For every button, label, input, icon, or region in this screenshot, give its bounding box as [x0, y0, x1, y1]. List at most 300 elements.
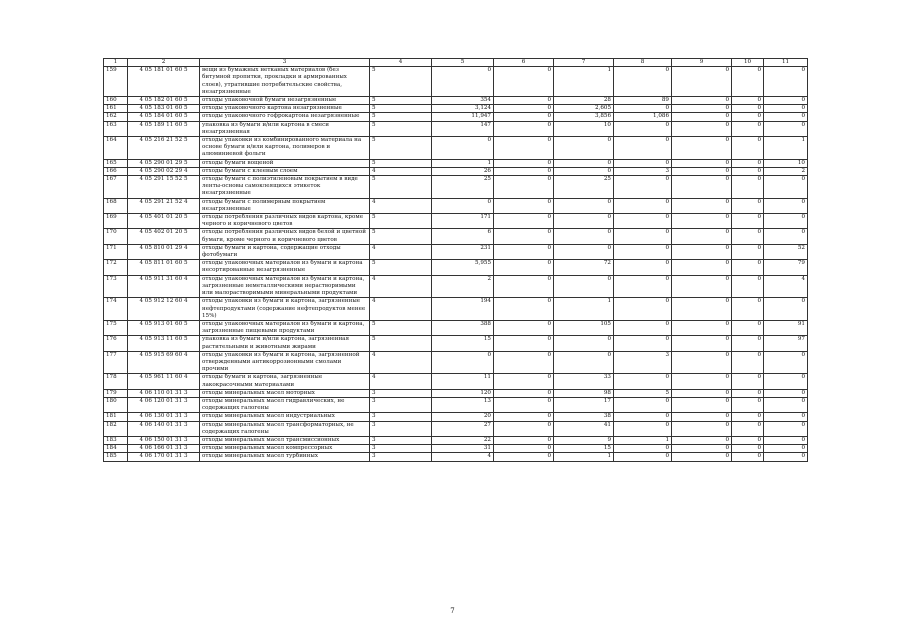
- value-col-10-cell: 0: [732, 336, 764, 351]
- hazard-class-cell: 5: [370, 105, 432, 113]
- value-col-6-cell: 0: [494, 260, 554, 275]
- value-col-7-cell: 10: [554, 121, 614, 136]
- value-col-10-cell: 0: [732, 214, 764, 229]
- waste-code-cell: 4 05 961 11 60 4: [128, 374, 200, 389]
- value-col-5-cell: 0: [432, 198, 494, 213]
- waste-code-cell: 4 05 291 21 52 4: [128, 198, 200, 213]
- table-row: [104, 167, 808, 175]
- value-col-7-cell: 17: [554, 397, 614, 412]
- column-header-4: 4: [370, 59, 432, 67]
- value-col-9-cell: 0: [672, 260, 732, 275]
- column-header-8: 8: [614, 59, 672, 67]
- column-header-9: 9: [672, 59, 732, 67]
- value-col-11-cell: 0: [764, 176, 808, 199]
- value-col-8-cell: 0: [614, 397, 672, 412]
- waste-name-cell: упаковка из бумаги и/или картона, загрязненная растительными и животными жирами: [200, 336, 370, 351]
- value-col-11-cell: 0: [764, 214, 808, 229]
- value-col-9-cell: 0: [672, 336, 732, 351]
- waste-name-cell: отходы упаковочных материалов из бумаги и картона, загрязненные неметаллическими нерастворимыми или малорастворимыми минеральными продуктами: [200, 275, 370, 298]
- value-col-8-cell: 0: [614, 275, 672, 298]
- hazard-class-cell: 4: [370, 351, 432, 374]
- value-col-5-cell: 194: [432, 298, 494, 321]
- value-col-9-cell: 0: [672, 176, 732, 199]
- waste-name-cell: отходы упаковочного картона незагрязненные: [200, 105, 370, 113]
- value-col-10-cell: 0: [732, 159, 764, 167]
- value-col-8-cell: 0: [614, 374, 672, 389]
- hazard-class-cell: 5: [370, 121, 432, 136]
- value-col-10-cell: 0: [732, 198, 764, 213]
- table-row: [104, 159, 808, 167]
- value-col-11-cell: 10: [764, 159, 808, 167]
- value-col-8-cell: 1,086: [614, 113, 672, 121]
- value-col-11-cell: 0: [764, 351, 808, 374]
- value-col-7-cell: 41: [554, 421, 614, 436]
- value-col-5-cell: 120: [432, 389, 494, 397]
- value-col-5-cell: 20: [432, 413, 494, 421]
- table-row: [104, 413, 808, 421]
- waste-name-cell: отходы минеральных масел гидравлических, не содержащих галогены: [200, 397, 370, 412]
- waste-code-cell: 4 05 189 11 60 5: [128, 121, 200, 136]
- value-col-6-cell: 0: [494, 336, 554, 351]
- table-row: [104, 176, 808, 199]
- value-col-6-cell: 0: [494, 374, 554, 389]
- waste-code-cell: 4 05 216 21 52 5: [128, 137, 200, 160]
- value-col-6-cell: 0: [494, 159, 554, 167]
- value-col-6-cell: 0: [494, 121, 554, 136]
- value-col-10-cell: 0: [732, 275, 764, 298]
- value-col-10-cell: 0: [732, 121, 764, 136]
- value-col-5-cell: 22: [432, 436, 494, 444]
- value-col-8-cell: 0: [614, 229, 672, 244]
- value-col-11-cell: 97: [764, 336, 808, 351]
- value-col-7-cell: 0: [554, 198, 614, 213]
- value-col-11-cell: 0: [764, 453, 808, 461]
- hazard-class-cell: 3: [370, 445, 432, 453]
- value-col-9-cell: 0: [672, 244, 732, 259]
- row-number-cell: 178: [104, 374, 128, 389]
- value-col-8-cell: 0: [614, 413, 672, 421]
- value-col-5-cell: 3,124: [432, 105, 494, 113]
- value-col-7-cell: 0: [554, 214, 614, 229]
- value-col-10-cell: 0: [732, 244, 764, 259]
- value-col-9-cell: 0: [672, 97, 732, 105]
- value-col-5-cell: 31: [432, 445, 494, 453]
- value-col-5-cell: 15: [432, 336, 494, 351]
- value-col-9-cell: 0: [672, 453, 732, 461]
- value-col-8-cell: 0: [614, 198, 672, 213]
- table-row: [104, 453, 808, 461]
- value-col-7-cell: 0: [554, 275, 614, 298]
- value-col-7-cell: 0: [554, 167, 614, 175]
- hazard-class-cell: 5: [370, 336, 432, 351]
- waste-code-cell: 4 06 130 01 31 3: [128, 413, 200, 421]
- value-col-6-cell: 0: [494, 413, 554, 421]
- table-row: [104, 137, 808, 160]
- column-header-7: 7: [554, 59, 614, 67]
- value-col-9-cell: 0: [672, 320, 732, 335]
- value-col-9-cell: 0: [672, 121, 732, 136]
- value-col-6-cell: 0: [494, 176, 554, 199]
- value-col-8-cell: 0: [614, 105, 672, 113]
- waste-code-cell: 4 06 170 01 31 3: [128, 453, 200, 461]
- value-col-7-cell: 0: [554, 229, 614, 244]
- value-col-5-cell: 26: [432, 167, 494, 175]
- value-col-6-cell: 0: [494, 421, 554, 436]
- waste-code-cell: 4 05 811 01 60 5: [128, 260, 200, 275]
- row-number-cell: 183: [104, 436, 128, 444]
- value-col-6-cell: 0: [494, 198, 554, 213]
- table-body: [104, 67, 808, 461]
- waste-code-cell: 4 05 913 11 60 5: [128, 336, 200, 351]
- value-col-10-cell: 0: [732, 453, 764, 461]
- value-col-7-cell: 1: [554, 298, 614, 321]
- value-col-7-cell: 0: [554, 159, 614, 167]
- table-row: [104, 113, 808, 121]
- row-number-cell: 161: [104, 105, 128, 113]
- value-col-11-cell: 91: [764, 320, 808, 335]
- value-col-6-cell: 0: [494, 298, 554, 321]
- table-row: [104, 336, 808, 351]
- value-col-10-cell: 0: [732, 229, 764, 244]
- value-col-5-cell: 4: [432, 453, 494, 461]
- value-col-9-cell: 0: [672, 229, 732, 244]
- waste-code-cell: 4 05 911 31 60 4: [128, 275, 200, 298]
- row-number-cell: 175: [104, 320, 128, 335]
- value-col-11-cell: 0: [764, 113, 808, 121]
- waste-name-cell: отходы бумаги вощеной: [200, 159, 370, 167]
- hazard-class-cell: 5: [370, 97, 432, 105]
- value-col-9-cell: 0: [672, 421, 732, 436]
- hazard-class-cell: 3: [370, 397, 432, 412]
- value-col-10-cell: 0: [732, 389, 764, 397]
- value-col-6-cell: 0: [494, 113, 554, 121]
- value-col-11-cell: 2: [764, 167, 808, 175]
- value-col-6-cell: 0: [494, 445, 554, 453]
- value-col-9-cell: 0: [672, 214, 732, 229]
- value-col-8-cell: 0: [614, 320, 672, 335]
- value-col-6-cell: 0: [494, 320, 554, 335]
- value-col-6-cell: 0: [494, 167, 554, 175]
- column-header-10: 10: [732, 59, 764, 67]
- waste-code-cell: 4 06 140 01 31 3: [128, 421, 200, 436]
- value-col-7-cell: 72: [554, 260, 614, 275]
- row-number-cell: 167: [104, 176, 128, 199]
- value-col-5-cell: 13: [432, 397, 494, 412]
- value-col-11-cell: 1: [764, 137, 808, 160]
- value-col-6-cell: 0: [494, 67, 554, 97]
- value-col-8-cell: 0: [614, 137, 672, 160]
- value-col-9-cell: 0: [672, 389, 732, 397]
- table-row: [104, 436, 808, 444]
- value-col-10-cell: 0: [732, 397, 764, 412]
- value-col-9-cell: 0: [672, 167, 732, 175]
- row-number-cell: 185: [104, 453, 128, 461]
- value-col-10-cell: 0: [732, 445, 764, 453]
- table-row: [104, 121, 808, 136]
- value-col-7-cell: 1: [554, 67, 614, 97]
- column-header-6: 6: [494, 59, 554, 67]
- value-col-11-cell: 0: [764, 198, 808, 213]
- value-col-10-cell: 0: [732, 421, 764, 436]
- hazard-class-cell: 3: [370, 421, 432, 436]
- waste-name-cell: отходы упаковочной бумаги незагрязненные: [200, 97, 370, 105]
- value-col-11-cell: 0: [764, 121, 808, 136]
- column-header-3: 3: [200, 59, 370, 67]
- waste-name-cell: отходы бумаги и картона, содержащие отходы фотобумаги: [200, 244, 370, 259]
- value-col-5-cell: 11: [432, 374, 494, 389]
- value-col-8-cell: 89: [614, 97, 672, 105]
- value-col-6-cell: 0: [494, 97, 554, 105]
- value-col-5-cell: 5,955: [432, 260, 494, 275]
- value-col-5-cell: 1: [432, 159, 494, 167]
- row-number-cell: 181: [104, 413, 128, 421]
- value-col-8-cell: 0: [614, 176, 672, 199]
- row-number-cell: 172: [104, 260, 128, 275]
- waste-code-cell: 4 05 913 01 60 5: [128, 320, 200, 335]
- value-col-9-cell: 0: [672, 113, 732, 121]
- hazard-class-cell: 5: [370, 176, 432, 199]
- value-col-10-cell: 0: [732, 413, 764, 421]
- value-col-7-cell: 15: [554, 445, 614, 453]
- hazard-class-cell: 4: [370, 275, 432, 298]
- waste-name-cell: отходы минеральных масел индустриальных: [200, 413, 370, 421]
- row-number-cell: 168: [104, 198, 128, 213]
- value-col-8-cell: 0: [614, 336, 672, 351]
- value-col-8-cell: 3: [614, 167, 672, 175]
- value-col-6-cell: 0: [494, 389, 554, 397]
- value-col-8-cell: 0: [614, 298, 672, 321]
- value-col-6-cell: 0: [494, 137, 554, 160]
- waste-code-cell: 4 05 810 01 29 4: [128, 244, 200, 259]
- row-number-cell: 162: [104, 113, 128, 121]
- value-col-11-cell: 0: [764, 298, 808, 321]
- hazard-class-cell: 5: [370, 67, 432, 97]
- value-col-6-cell: 0: [494, 105, 554, 113]
- value-col-9-cell: 0: [672, 105, 732, 113]
- hazard-class-cell: 5: [370, 229, 432, 244]
- value-col-5-cell: 25: [432, 176, 494, 199]
- value-col-9-cell: 0: [672, 351, 732, 374]
- value-col-9-cell: 0: [672, 298, 732, 321]
- value-col-9-cell: 0: [672, 374, 732, 389]
- value-col-10-cell: 0: [732, 351, 764, 374]
- value-col-11-cell: 0: [764, 421, 808, 436]
- hazard-class-cell: 5: [370, 137, 432, 160]
- waste-name-cell: отходы минеральных масел турбинных: [200, 453, 370, 461]
- waste-name-cell: отходы потребления различных видов картона, кроме черного и коричневого цветов: [200, 214, 370, 229]
- value-col-7-cell: 25: [554, 176, 614, 199]
- hazard-class-cell: 5: [370, 214, 432, 229]
- value-col-10-cell: 0: [732, 167, 764, 175]
- waste-code-cell: 4 05 183 01 60 5: [128, 105, 200, 113]
- value-col-5-cell: 147: [432, 121, 494, 136]
- waste-code-cell: 4 05 181 01 60 5: [128, 67, 200, 97]
- value-col-8-cell: 0: [614, 244, 672, 259]
- value-col-5-cell: 2: [432, 275, 494, 298]
- hazard-class-cell: 5: [370, 260, 432, 275]
- value-col-7-cell: 3,856: [554, 113, 614, 121]
- value-col-11-cell: 0: [764, 445, 808, 453]
- waste-code-cell: 4 05 290 02 29 4: [128, 167, 200, 175]
- value-col-10-cell: 0: [732, 97, 764, 105]
- value-col-8-cell: 1: [614, 436, 672, 444]
- value-col-8-cell: 0: [614, 260, 672, 275]
- waste-name-cell: отходы минеральных масел компрессорных: [200, 445, 370, 453]
- value-col-11-cell: 4: [764, 275, 808, 298]
- row-number-cell: 159: [104, 67, 128, 97]
- value-col-7-cell: 0: [554, 244, 614, 259]
- value-col-10-cell: 0: [732, 260, 764, 275]
- waste-name-cell: вещи из бумажных нетканых материалов (без битумной пропитки, прокладки и армированных слоев), утратившие потребительские свойства, незагрязненные: [200, 67, 370, 97]
- value-col-9-cell: 0: [672, 198, 732, 213]
- row-number-cell: 177: [104, 351, 128, 374]
- table-header-row: [104, 59, 808, 67]
- row-number-cell: 182: [104, 421, 128, 436]
- waste-name-cell: отходы бумаги с клеевым слоем: [200, 167, 370, 175]
- value-col-7-cell: 33: [554, 374, 614, 389]
- row-number-cell: 171: [104, 244, 128, 259]
- table-row: [104, 244, 808, 259]
- waste-name-cell: отходы упаковки из бумаги и картона, загрязненной отвержденными антикоррозионными смолами прочими: [200, 351, 370, 374]
- value-col-10-cell: 0: [732, 320, 764, 335]
- value-col-5-cell: 11,947: [432, 113, 494, 121]
- value-col-9-cell: 0: [672, 67, 732, 97]
- value-col-11-cell: 0: [764, 413, 808, 421]
- value-col-11-cell: 0: [764, 436, 808, 444]
- value-col-10-cell: 0: [732, 67, 764, 97]
- value-col-11-cell: 0: [764, 389, 808, 397]
- table-row: [104, 421, 808, 436]
- table-row: [104, 67, 808, 97]
- row-number-cell: 169: [104, 214, 128, 229]
- column-header-5: 5: [432, 59, 494, 67]
- value-col-11-cell: 0: [764, 374, 808, 389]
- value-col-8-cell: 0: [614, 159, 672, 167]
- value-col-8-cell: 0: [614, 445, 672, 453]
- table-row: [104, 198, 808, 213]
- row-number-cell: 165: [104, 159, 128, 167]
- row-number-cell: 163: [104, 121, 128, 136]
- waste-code-cell: 4 05 915 69 60 4: [128, 351, 200, 374]
- value-col-9-cell: 0: [672, 436, 732, 444]
- value-col-6-cell: 0: [494, 244, 554, 259]
- waste-name-cell: отходы минеральных масел трансмиссионных: [200, 436, 370, 444]
- value-col-6-cell: 0: [494, 397, 554, 412]
- table-row: [104, 97, 808, 105]
- value-col-9-cell: 0: [672, 397, 732, 412]
- value-col-7-cell: 0: [554, 137, 614, 160]
- value-col-5-cell: 171: [432, 214, 494, 229]
- waste-name-cell: упаковка из бумаги и/или картона в смеси незагрязненная: [200, 121, 370, 136]
- page-number: 7: [450, 607, 455, 615]
- value-col-7-cell: 2,605: [554, 105, 614, 113]
- table-row: [104, 229, 808, 244]
- value-col-7-cell: 9: [554, 436, 614, 444]
- table-row: [104, 397, 808, 412]
- hazard-class-cell: 4: [370, 244, 432, 259]
- waste-table: [103, 58, 808, 462]
- value-col-8-cell: 0: [614, 214, 672, 229]
- value-col-6-cell: 0: [494, 275, 554, 298]
- value-col-11-cell: 0: [764, 229, 808, 244]
- value-col-8-cell: 0: [614, 121, 672, 136]
- waste-code-cell: 4 05 912 12 60 4: [128, 298, 200, 321]
- table-row: [104, 445, 808, 453]
- value-col-9-cell: 0: [672, 445, 732, 453]
- hazard-class-cell: 5: [370, 113, 432, 121]
- value-col-10-cell: 0: [732, 436, 764, 444]
- data-table-sheet: [103, 58, 807, 462]
- waste-name-cell: отходы потребления различных видов белой и цветной бумаги, кроме черного и коричневого цветов: [200, 229, 370, 244]
- value-col-5-cell: 231: [432, 244, 494, 259]
- hazard-class-cell: 3: [370, 453, 432, 461]
- value-col-5-cell: 27: [432, 421, 494, 436]
- row-number-cell: 174: [104, 298, 128, 321]
- column-header-1: 1: [104, 59, 128, 67]
- waste-code-cell: 4 05 401 01 20 5: [128, 214, 200, 229]
- value-col-6-cell: 0: [494, 436, 554, 444]
- row-number-cell: 164: [104, 137, 128, 160]
- value-col-7-cell: 105: [554, 320, 614, 335]
- value-col-9-cell: 0: [672, 413, 732, 421]
- table-row: [104, 275, 808, 298]
- value-col-7-cell: 0: [554, 336, 614, 351]
- value-col-10-cell: 0: [732, 137, 764, 160]
- waste-code-cell: 4 05 290 01 29 5: [128, 159, 200, 167]
- waste-name-cell: отходы минеральных масел трансформаторных, не содержащих галогены: [200, 421, 370, 436]
- hazard-class-cell: 4: [370, 374, 432, 389]
- value-col-10-cell: 0: [732, 113, 764, 121]
- table-row: [104, 105, 808, 113]
- table-row: [104, 374, 808, 389]
- row-number-cell: 179: [104, 389, 128, 397]
- hazard-class-cell: 3: [370, 413, 432, 421]
- row-number-cell: 170: [104, 229, 128, 244]
- waste-code-cell: 4 06 166 01 31 3: [128, 445, 200, 453]
- hazard-class-cell: 3: [370, 389, 432, 397]
- waste-code-cell: 4 05 184 01 60 5: [128, 113, 200, 121]
- value-col-11-cell: 0: [764, 67, 808, 97]
- value-col-10-cell: 0: [732, 105, 764, 113]
- value-col-8-cell: 0: [614, 67, 672, 97]
- value-col-7-cell: 98: [554, 389, 614, 397]
- value-col-5-cell: 0: [432, 137, 494, 160]
- value-col-7-cell: 38: [554, 413, 614, 421]
- waste-code-cell: 4 05 402 01 20 5: [128, 229, 200, 244]
- value-col-11-cell: 0: [764, 105, 808, 113]
- value-col-11-cell: 52: [764, 244, 808, 259]
- row-number-cell: 184: [104, 445, 128, 453]
- waste-name-cell: отходы минеральных масел моторных: [200, 389, 370, 397]
- value-col-5-cell: 0: [432, 351, 494, 374]
- value-col-6-cell: 0: [494, 453, 554, 461]
- waste-name-cell: отходы бумаги и картона, загрязненные лакокрасочными материалами: [200, 374, 370, 389]
- table-row: [104, 214, 808, 229]
- waste-name-cell: отходы упаковки из комбинированного материала на основе бумаги и/или картона, полимеров и алюминиевой фольги: [200, 137, 370, 160]
- waste-code-cell: 4 05 291 15 52 5: [128, 176, 200, 199]
- waste-name-cell: отходы упаковочных материалов из бумаги и картона, загрязненные пищевыми продуктами: [200, 320, 370, 335]
- waste-name-cell: отходы упаковочного гофрокартона незагрязненные: [200, 113, 370, 121]
- hazard-class-cell: 4: [370, 298, 432, 321]
- table-row: [104, 320, 808, 335]
- row-number-cell: 180: [104, 397, 128, 412]
- value-col-6-cell: 0: [494, 229, 554, 244]
- value-col-6-cell: 0: [494, 351, 554, 374]
- value-col-7-cell: 1: [554, 453, 614, 461]
- waste-name-cell: отходы упаковки из бумаги и картона, загрязненные нефтепродуктами (содержание нефтепродуктов менее 15%): [200, 298, 370, 321]
- waste-code-cell: 4 06 150 01 31 3: [128, 436, 200, 444]
- value-col-5-cell: 354: [432, 97, 494, 105]
